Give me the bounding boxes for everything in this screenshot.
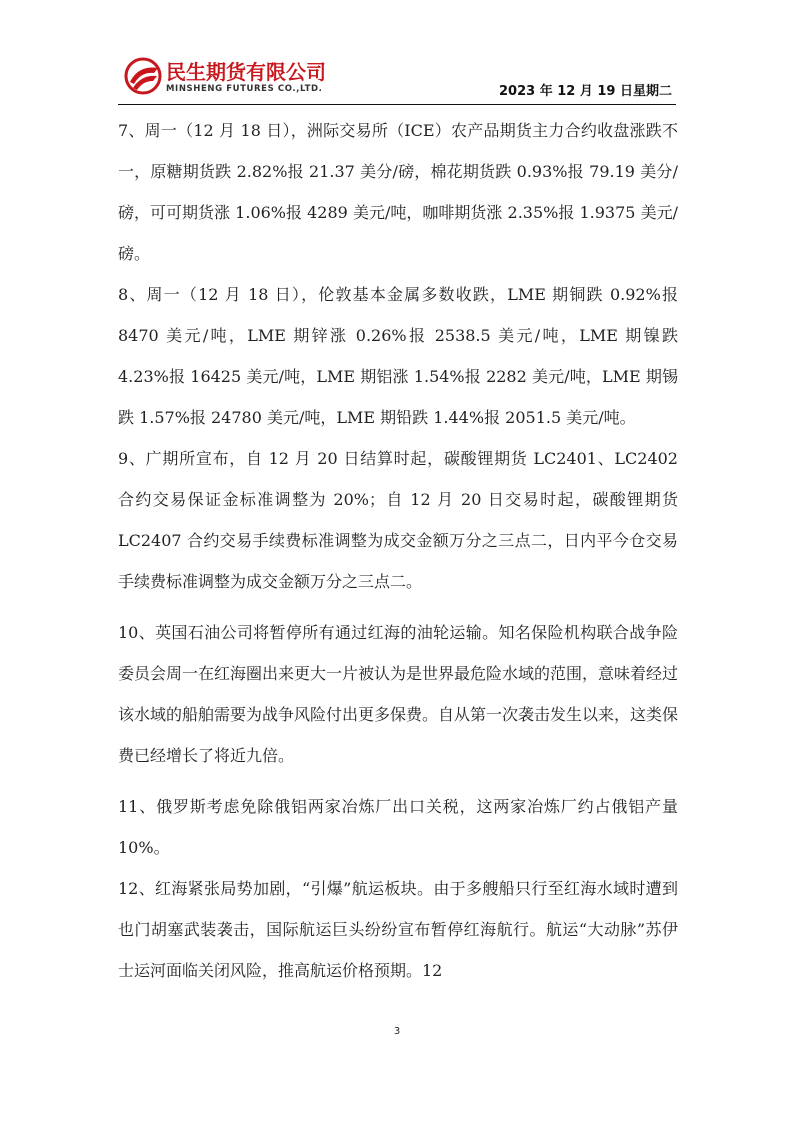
logo-emblem-icon (124, 56, 162, 96)
news-item-10: 10、英国石油公司将暂停所有通过红海的油轮运输。知名保险机构联合战争险委员会周一在红海圈出来更大一片被认为是世界最危险水域的范围，意味着经过该水域的船舶需要为战争风险付出更多保费。自从第一次袭击发生以来，这类保费已经增长了将近九倍。 (118, 623, 679, 765)
company-logo (124, 56, 374, 100)
logo-english-name: MINSHENG FUTURES CO.,LTD. (166, 84, 323, 94)
news-item-8: 8、周一（12 月 18 日），伦敦基本金属多数收跌，LME 期铜跌 0.92%报 8470 美元/吨，LME 期锌涨 0.26%报 2538.5 美元/吨，LME 期镍跌 4.23%报 16425 美元/吨，LME 期铝涨 1.54%报 2282 美元/吨，LME 期锡跌 1.57%报 24780 美元/吨，LME 期铅跌 1.44%报 2051.5 美元/吨。 (118, 285, 678, 427)
page-header (118, 52, 676, 105)
logo-chinese-name: 民生期货有限公司 (166, 60, 326, 84)
news-item-11: 11、俄罗斯考虑免除俄铝两家冶炼厂出口关税，这两家冶炼厂约占俄铝产量 10%。 (118, 797, 678, 857)
news-item-12: 12、红海紧张局势加剧，“引爆”航运板块。由于多艘船只行至红海水域时遭到也门胡塞武装袭击，国际航运巨头纷纷宣布暂停红海航行。航运“大动脉”苏伊士运河面临关闭风险，推高航运价格预期。12 (118, 879, 678, 980)
news-item-7: 7、周一（12 月 18 日），洲际交易所（ICE）农产品期货主力合约收盘涨跌不一，原糖期货跌 2.82%报 21.37 美分/磅，棉花期货跌 0.93%报 79.19 美分/磅，可可期货涨 1.06%报 4289 美元/吨，咖啡期货涨 2.35%报 1.9375 美元/磅。 (118, 121, 678, 263)
page-number: 3 (393, 1026, 401, 1037)
report-date: 2023 年 12 月 19 日星期二 (499, 84, 672, 99)
news-item-9: 9、广期所宣布，自 12 月 20 日结算时起，碳酸锂期货 LC2401、LC2402 合约交易保证金标准调整为 20%；自 12 月 20 日交易时起，碳酸锂期货 LC2407 合约交易手续费标准调整为成交金额万分之三点二，日内平今仓交易手续费标准调整为成交金额万分之三点二。 (118, 449, 678, 591)
document-body (118, 110, 678, 991)
